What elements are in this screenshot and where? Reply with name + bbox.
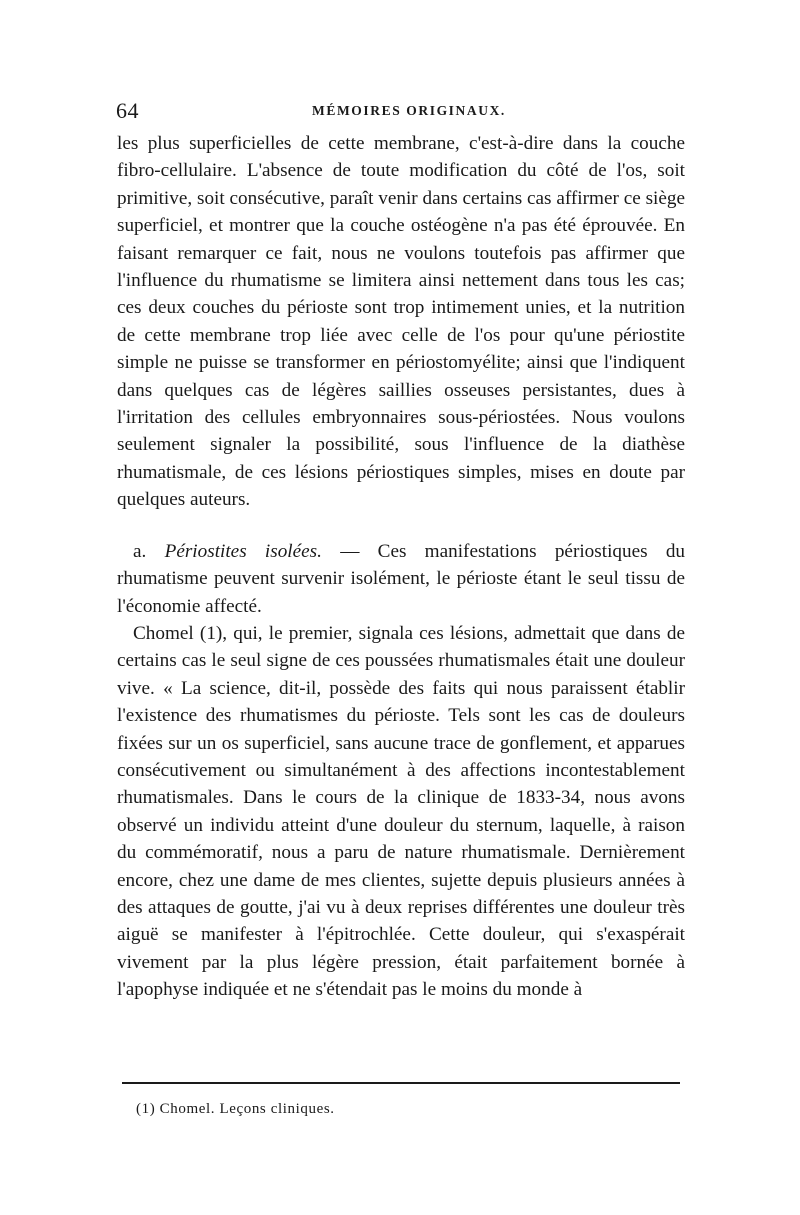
section-label: a. <box>133 540 147 562</box>
paragraph-continued: les plus superficielles de cette membrane, c'est-à-dire dans la couche fibro-cellulaire. L'absence de toute modification du côté de l'os, soit primitive, soit consécutive, paraît venir dans certains cas affirmer ce siège superficiel, et montrer que la couche ostéogène n'a pas été éprouvée. En faisant remarquer ce fait, nous ne voulons toutefois pas affirmer que l'influence du rhumatisme se limitera ainsi nettement dans tous les cas; ces deux couches du périoste sont trop intimement unies, et la nutrition de cette membrane trop liée avec celle de l'os pour qu'une périostite simple ne puisse se transformer en périostomyélite; ainsi que l'indiquent dans quelques cas de légères saillies osseuses persistantes, dues à l'irritation des cellules embryonnaires sous-périostées. Nous voulons seulement signaler la possibilité, sous l'influence de la diathèse rhumatismale, de ces lésions périostiques simples, mises en doute par quelques auteurs. <box>117 133 685 511</box>
paragraph-section-a <box>117 538 685 620</box>
page-number: 64 <box>116 98 139 123</box>
footnote: (1) Chomel. Leçons cliniques. <box>136 1101 335 1117</box>
running-head <box>116 98 686 128</box>
section-title: Périostites isolées. <box>164 540 322 562</box>
body-text <box>117 130 685 1004</box>
running-title: MÉMOIRES ORIGINAUX. <box>312 103 506 118</box>
footnote-divider <box>122 1082 680 1084</box>
section-text: — Ces manifestations périostiques du rhumatisme peuvent survenir isolément, le périoste étant le seul tissu de l'économie affecté. <box>117 540 686 617</box>
paragraph-chomel: Chomel (1), qui, le premier, signala ces lésions, admettait que dans de certains cas le seul signe de ces poussées rhumatismales était une douleur vive. « La science, dit-il, possède des faits qui nous paraissent établir l'existence des rhumatismes du périoste. Tels sont les cas de douleurs fixées sur un os superficiel, sans aucune trace de gonflement, et apparues consécutivement ou simultanément à des affections incontestablement rhumatismales. Dans le cours de la clinique de 1833-34, nous avons observé un individu atteint d'une douleur du sternum, laquelle, à raison du commémoratif, nous a paru de nature rhumatismale. Dernièrement encore, chez une dame de mes clientes, sujette depuis plusieurs années à des attaques de goutte, j'ai vu à deux reprises différentes une douleur très aiguë se manifester à l'épitrochlée. Cette douleur, qui s'exaspérait vivement par la plus légère pression, était parfaitement bornée à l'apophyse indiquée et ne s'étendait pas le moins du monde à <box>117 622 685 1001</box>
